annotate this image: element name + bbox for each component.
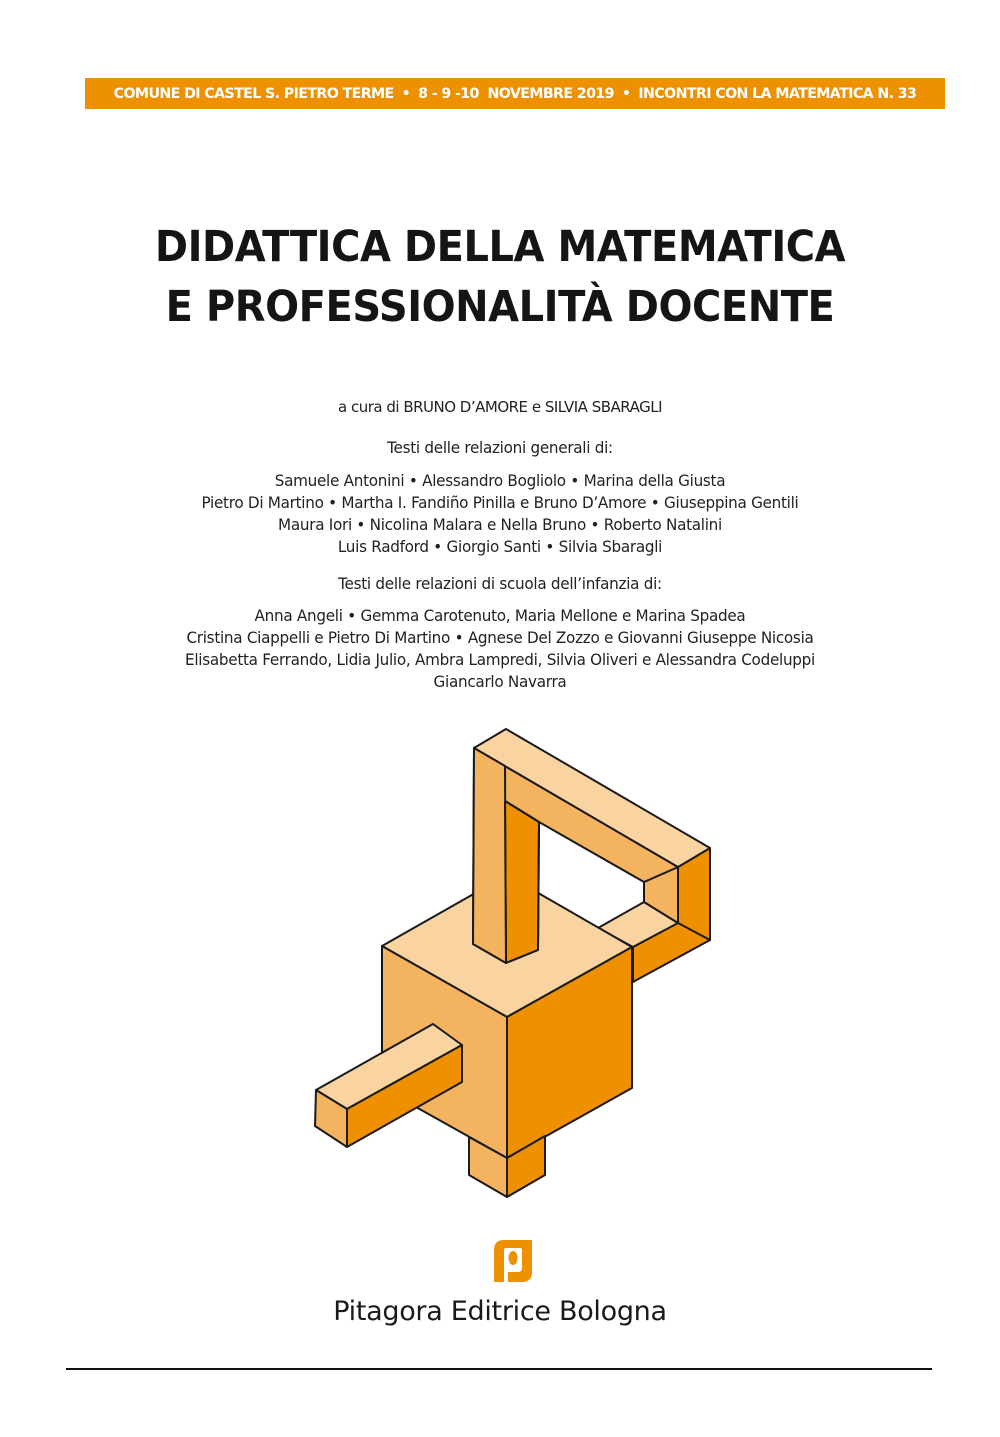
- bottom-divider: [66, 1368, 932, 1370]
- author-line: Elisabetta Ferrando, Lidia Julio, Ambra Lampredi, Silvia Oliveri e Alessandra Codeluppi: [185, 650, 815, 669]
- author-line: Maura Iori • Nicolina Malara e Nella Bruno • Roberto Natalini: [278, 515, 722, 534]
- publisher-name: Pitagora Editrice Bologna: [333, 1296, 667, 1327]
- author-line: Cristina Ciappelli e Pietro Di Martino • Agnese Del Zozzo e Giovanni Giuseppe Nicosia: [186, 628, 814, 647]
- pitagora-p-logo-icon: [492, 1238, 534, 1284]
- editor-name: BRUNO D’AMORE: [403, 398, 528, 416]
- editor-name: SILVIA SBARAGLI: [544, 398, 662, 416]
- author-line: Anna Angeli • Gemma Carotenuto, Maria Mellone e Marina Spadea: [254, 606, 746, 625]
- banner-dates: 8 - 9 -10 NOVEMBRE 2019: [418, 85, 614, 102]
- banner-bullet: •: [621, 85, 631, 102]
- infancy-reports-label: Testi delle relazioni di scuola dell’infanzia di:: [338, 574, 662, 593]
- title-line-2: E PROFESSIONALITÀ DOCENTE: [165, 282, 835, 332]
- author-line: Pietro Di Martino • Martha I. Fandiño Pinilla e Bruno D’Amore • Giuseppina Gentili: [201, 493, 799, 512]
- banner-venue: COMUNE DI CASTEL S. PIETRO TERME: [113, 85, 394, 102]
- banner-series: INCONTRI CON LA MATEMATICA N. 33: [638, 85, 917, 102]
- editors-prefix: a cura di: [338, 398, 400, 416]
- author-line: Giancarlo Navarra: [433, 672, 567, 691]
- banner-bullet: •: [401, 85, 411, 102]
- author-line: Luis Radford • Giorgio Santi • Silvia Sbaragli: [337, 537, 663, 556]
- editors-conjunction: e: [531, 398, 541, 416]
- general-reports-label: Testi delle relazioni generali di:: [387, 438, 613, 457]
- title-line-1: DIDATTICA DELLA MATEMATICA: [154, 222, 846, 272]
- author-line: Samuele Antonini • Alessandro Bogliolo • Marina della Giusta: [274, 471, 726, 490]
